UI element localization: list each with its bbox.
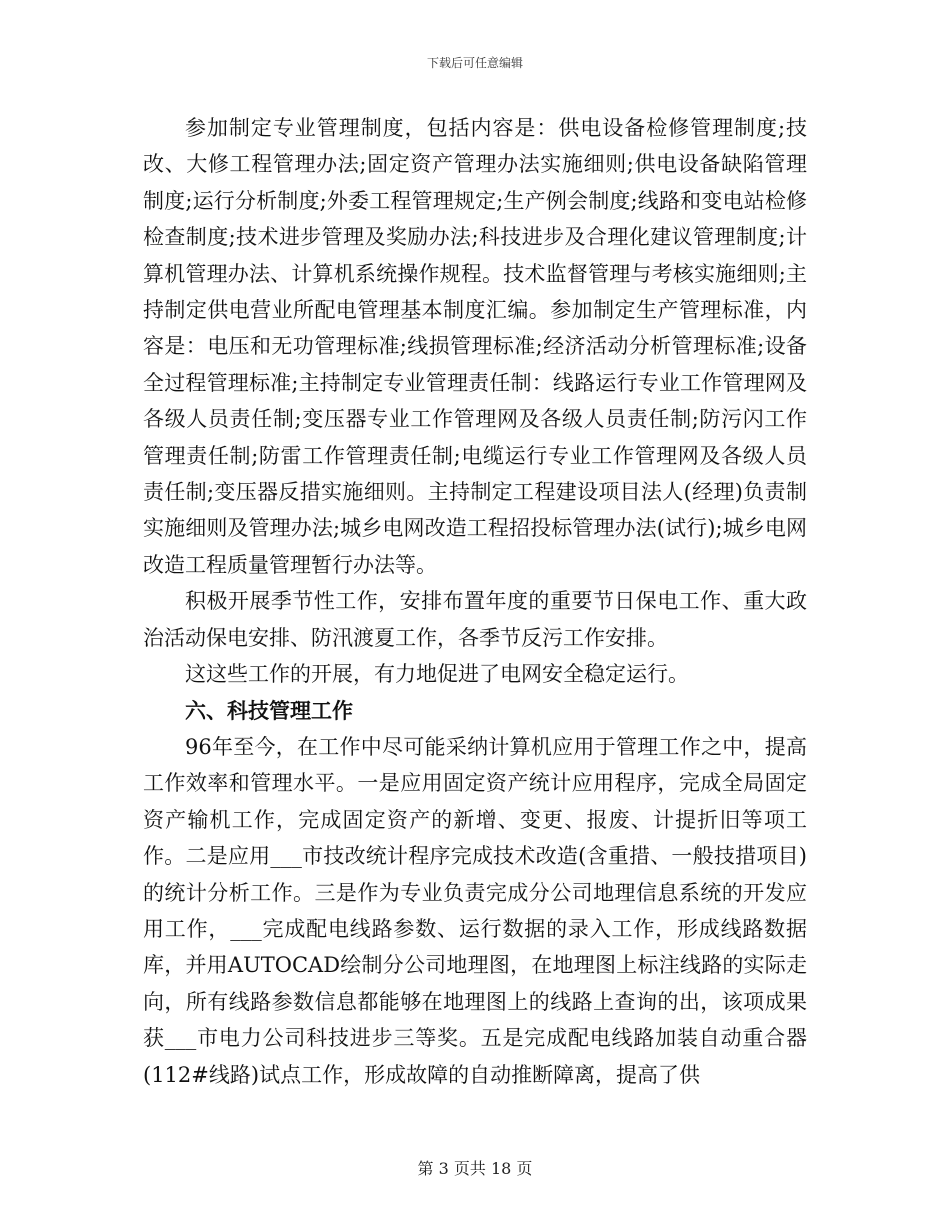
page-header: 下载后可任意编辑: [426, 56, 523, 70]
paragraph-seasonal-work: 积极开展季节性工作，安排布置年度的重要节日保电工作、重大政治活动保电安排、防汛渡夏工作，各季节反污工作安排。: [143, 589, 807, 650]
document-body: [143, 110, 807, 1093]
page-number: 第 3 页共 18 页: [417, 1159, 533, 1178]
paragraph-work-effect: 这这些工作的开展，有力地促进了电网安全稳定运行。: [185, 662, 689, 687]
paragraph-tech-management: 96年至今，在工作中尽可能采纳计算机应用于管理工作之中，提高工作效率和管理水平。一是应用固定资产统计应用程序，完成全局固定资产输机工作，完成固定资产的新增、变更、报废、计提折旧等项工作。二是应用___市技改统计程序完成技术改造(含重措、一般技措项目)的统计分析工作。三是作为专业负责完成分公司地理信息系统的开发应用工作，___完成配电线路参数、运行数据的录入工作，形成线路数据库，并用AUTOCAD绘制分公司地理图，在地理图上标注线路的实际走向，所有线路参数信息都能够在地理图上的线路上查询的出，该项成果获___市电力公司科技进步三等奖。五是完成配电线路加装自动重合器(112#线路)试点工作，形成故障的自动推断障离，提高了供: [143, 734, 807, 1087]
paragraph-management-systems: 参加制定专业管理制度，包括内容是：供电设备检修管理制度;技改、大修工程管理办法;固定资产管理办法实施细则;供电设备缺陷管理制度;运行分析制度;外委工程管理规定;生产例会制度;线路和变电站检修检查制度;技术进步管理及奖励办法;科技进步及合理化建议管理制度;计算机管理办法、计算机系统操作规程。技术监督管理与考核实施细则;主持制定供电营业所配电管理基本制度汇编。参加制定生产管理标准，内容是：电压和无功管理标准;线损管理标准;经济活动分析管理标准;设备全过程管理标准;主持制定专业管理责任制：线路运行专业工作管理网及各级人员责任制;变压器专业工作管理网及各级人员责任制;防污闪工作管理责任制;防雷工作管理责任制;电缆运行专业工作管理网及各级人员责任制;变压器反措实施细则。主持制定工程建设项目法人(经理)负责制实施细则及管理办法;城乡电网改造工程招投标管理办法(试行);城乡电网改造工程质量管理暂行办法等。: [143, 116, 807, 577]
section-heading: 六、科技管理工作: [185, 697, 353, 723]
